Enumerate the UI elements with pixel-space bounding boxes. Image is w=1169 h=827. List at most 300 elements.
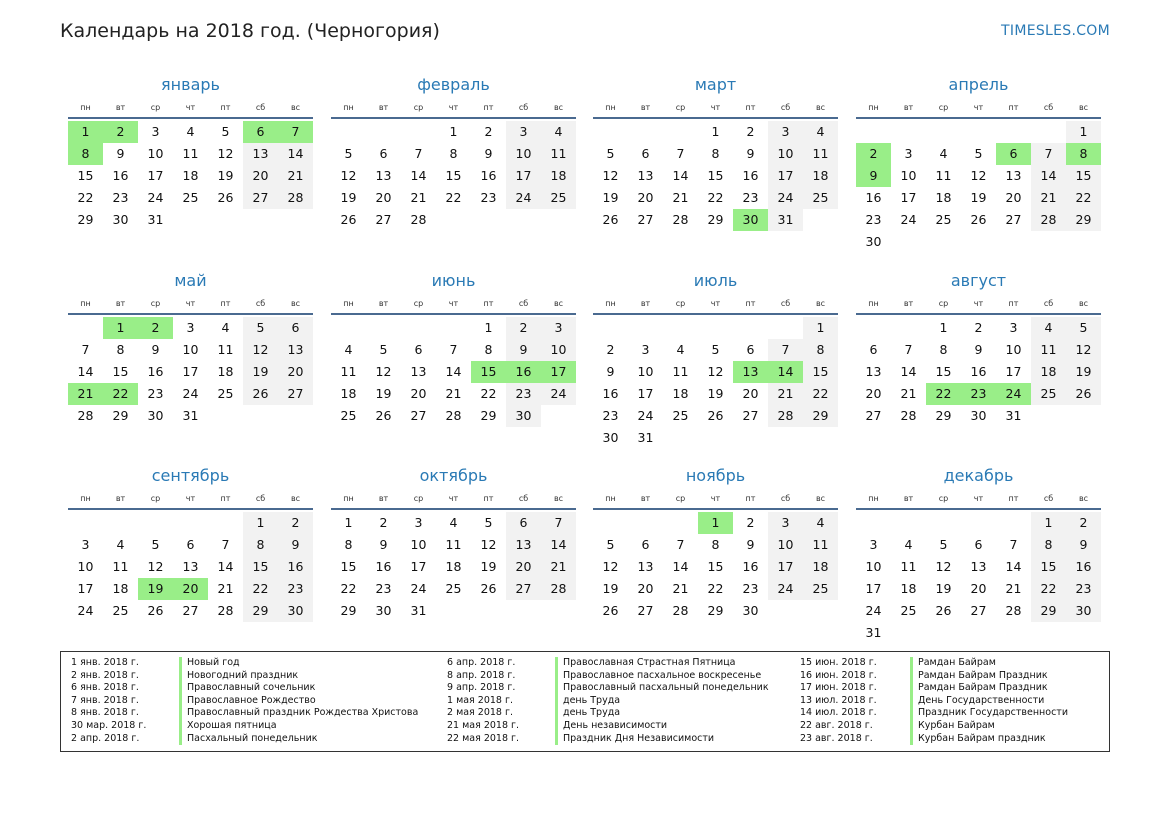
day-cell: 3 <box>506 121 541 143</box>
day-cell: 24 <box>768 578 803 600</box>
day-cell: 13 <box>410 364 427 379</box>
empty-cell <box>996 231 1031 253</box>
day-cell: 28 <box>278 187 313 209</box>
month-5 <box>68 269 313 427</box>
day-cell: 4 <box>676 342 685 357</box>
holiday-day-cell: 8 <box>68 143 103 165</box>
day-cell: 28 <box>77 408 94 423</box>
weekday-label: сб <box>1043 298 1054 308</box>
weekday-label: вс <box>815 102 826 112</box>
day-cell: 4 <box>221 320 230 335</box>
day-cell: 27 <box>410 408 427 423</box>
weekday-label: сб <box>255 493 266 503</box>
day-cell: 5 <box>151 537 160 552</box>
day-cell: 10 <box>147 146 164 161</box>
day-cell: 14 <box>445 364 462 379</box>
legend-holiday-name: Праздник Государственности <box>910 707 1068 720</box>
day-cell: 30 <box>375 603 392 618</box>
day-cell: 30 <box>970 408 987 423</box>
holiday-day-cell: 17 <box>541 361 576 383</box>
day-cell: 15 <box>935 364 952 379</box>
day-cell: 13 <box>182 559 199 574</box>
legend-holiday-name: день Труда <box>555 695 620 708</box>
weekday-label: вт <box>378 493 389 503</box>
week-row <box>593 578 838 600</box>
day-cell: 22 <box>340 581 357 596</box>
day-cell: 4 <box>116 537 125 552</box>
weekday-label: сб <box>255 298 266 308</box>
day-cell: 5 <box>939 537 948 552</box>
empty-cell <box>173 512 208 534</box>
day-cell: 9 <box>116 146 125 161</box>
week-row <box>331 121 576 143</box>
week-row <box>856 187 1101 209</box>
day-cell: 9 <box>151 342 160 357</box>
day-cell: 4 <box>939 146 948 161</box>
empty-cell <box>663 512 698 534</box>
holiday-day-cell: 2 <box>138 317 173 339</box>
day-cell: 5 <box>606 537 615 552</box>
day-cell: 17 <box>637 386 654 401</box>
weekday-label: вт <box>378 298 389 308</box>
day-cell: 16 <box>375 559 392 574</box>
week-row <box>856 600 1101 622</box>
day-cell: 11 <box>112 559 129 574</box>
day-cell: 19 <box>1066 361 1101 383</box>
legend-item <box>71 670 418 683</box>
day-cell: 5 <box>1066 317 1101 339</box>
day-cell: 16 <box>112 168 129 183</box>
day-cell: 22 <box>707 581 724 596</box>
day-cell: 24 <box>768 187 803 209</box>
day-cell: 12 <box>147 559 164 574</box>
day-cell: 26 <box>602 212 619 227</box>
week-row <box>856 361 1101 383</box>
day-cell: 16 <box>602 386 619 401</box>
day-cell: 3 <box>1009 320 1018 335</box>
day-cell: 30 <box>278 600 313 622</box>
weekday-label: вс <box>815 298 826 308</box>
legend-item <box>447 695 769 708</box>
day-cell: 26 <box>602 603 619 618</box>
week-row <box>593 383 838 405</box>
holiday-day-cell: 20 <box>173 578 208 600</box>
month-8 <box>856 269 1101 427</box>
month-12 <box>856 464 1101 644</box>
day-cell: 19 <box>375 386 392 401</box>
week-row <box>856 534 1101 556</box>
day-cell: 24 <box>865 603 882 618</box>
empty-cell <box>366 121 401 143</box>
weekday-label: сб <box>1043 102 1054 112</box>
month-name: май <box>174 271 207 290</box>
day-cell: 7 <box>81 342 90 357</box>
day-cell: 28 <box>768 405 803 427</box>
weekday-label: сб <box>518 102 529 112</box>
day-cell: 21 <box>900 386 917 401</box>
day-cell: 6 <box>641 146 650 161</box>
empty-cell <box>436 600 471 622</box>
day-cell: 9 <box>974 342 983 357</box>
holiday-day-cell: 2 <box>856 143 891 165</box>
day-cell: 13 <box>375 168 392 183</box>
day-cell: 27 <box>375 212 392 227</box>
legend-date: 16 июн. 2018 г. <box>800 669 877 681</box>
empty-cell <box>628 317 663 339</box>
day-cell: 30 <box>742 603 759 618</box>
week-row <box>331 600 576 622</box>
legend-holiday-name: Курбан Байрам праздник <box>910 733 1046 746</box>
empty-cell <box>996 622 1031 644</box>
empty-cell <box>68 512 103 534</box>
weekday-header <box>68 488 313 510</box>
day-cell: 26 <box>1066 383 1101 405</box>
holiday-day-cell: 1 <box>103 317 138 339</box>
week-row <box>331 361 576 383</box>
day-cell: 17 <box>768 165 803 187</box>
day-cell: 6 <box>869 342 878 357</box>
day-cell: 3 <box>414 515 423 530</box>
day-cell: 27 <box>742 408 759 423</box>
week-row <box>331 383 576 405</box>
day-cell: 28 <box>217 603 234 618</box>
weekday-label: пн <box>80 102 91 112</box>
day-cell: 10 <box>865 559 882 574</box>
day-cell: 30 <box>112 212 129 227</box>
day-cell: 10 <box>1005 342 1022 357</box>
weekday-label: пт <box>1008 102 1019 112</box>
weekday-label: пн <box>343 298 354 308</box>
day-cell: 13 <box>865 364 882 379</box>
day-cell: 2 <box>484 124 493 139</box>
day-cell: 23 <box>742 581 759 596</box>
month-name: апрель <box>948 75 1009 94</box>
day-cell: 12 <box>602 559 619 574</box>
day-cell: 11 <box>445 537 462 552</box>
holiday-day-cell: 9 <box>856 165 891 187</box>
day-cell: 25 <box>803 187 838 209</box>
day-cell: 21 <box>1031 187 1066 209</box>
legend-date: 17 июн. 2018 г. <box>800 682 877 694</box>
week-row <box>68 165 313 187</box>
day-cell: 21 <box>1005 581 1022 596</box>
day-cell: 9 <box>278 534 313 556</box>
empty-cell <box>891 121 926 143</box>
legend-item <box>800 733 1068 746</box>
day-cell: 12 <box>375 364 392 379</box>
weekday-label: ср <box>938 298 949 308</box>
day-cell: 18 <box>803 165 838 187</box>
weekday-label: вт <box>115 298 126 308</box>
day-cell: 26 <box>147 603 164 618</box>
day-cell: 25 <box>935 212 952 227</box>
legend-date: 1 янв. 2018 г. <box>71 657 139 668</box>
week-row <box>68 209 313 231</box>
day-cell: 8 <box>243 534 278 556</box>
weekday-label: пт <box>745 298 756 308</box>
day-cell: 20 <box>970 581 987 596</box>
legend-holiday-name: Православный сочельник <box>179 682 315 695</box>
day-cell: 31 <box>865 625 882 640</box>
weekday-label: вс <box>553 102 564 112</box>
legend-item <box>71 682 418 695</box>
day-cell: 24 <box>410 581 427 596</box>
empty-cell <box>593 512 628 534</box>
day-cell: 25 <box>445 581 462 596</box>
day-cell: 7 <box>768 339 803 361</box>
day-cell: 23 <box>1066 578 1101 600</box>
day-cell: 7 <box>1009 537 1018 552</box>
holiday-day-cell: 22 <box>926 383 961 405</box>
day-cell: 19 <box>243 361 278 383</box>
legend-holiday-name: Новогодний праздник <box>179 670 298 683</box>
day-cell: 22 <box>445 190 462 205</box>
weekday-label: чт <box>448 102 459 112</box>
empty-cell <box>856 317 891 339</box>
day-cell: 20 <box>637 190 654 205</box>
weekday-label: вт <box>903 493 914 503</box>
week-row <box>68 143 313 165</box>
day-cell: 24 <box>506 187 541 209</box>
empty-cell <box>366 317 401 339</box>
legend-item <box>71 695 418 708</box>
weekday-label: сб <box>780 493 791 503</box>
day-cell: 10 <box>768 534 803 556</box>
empty-cell <box>278 405 313 427</box>
weekday-label: пн <box>80 298 91 308</box>
day-cell: 24 <box>182 386 199 401</box>
day-cell: 19 <box>602 581 619 596</box>
week-row <box>68 578 313 600</box>
day-cell: 25 <box>182 190 199 205</box>
empty-cell <box>663 427 698 449</box>
legend-date: 30 мар. 2018 г. <box>71 719 147 731</box>
day-cell: 31 <box>768 209 803 231</box>
day-cell: 28 <box>1031 209 1066 231</box>
day-cell: 14 <box>278 143 313 165</box>
empty-cell <box>1031 622 1066 644</box>
day-cell: 28 <box>410 212 427 227</box>
day-cell: 28 <box>900 408 917 423</box>
legend-item <box>71 707 418 720</box>
week-row <box>593 187 838 209</box>
weekday-label: пт <box>745 493 756 503</box>
day-cell: 16 <box>865 190 882 205</box>
day-cell: 26 <box>243 383 278 405</box>
day-cell: 11 <box>803 143 838 165</box>
legend-item <box>71 720 418 733</box>
day-cell: 18 <box>1031 361 1066 383</box>
day-cell: 6 <box>414 342 423 357</box>
day-cell: 7 <box>904 342 913 357</box>
day-cell: 21 <box>672 190 689 205</box>
week-row <box>331 209 576 231</box>
day-cell: 7 <box>414 146 423 161</box>
week-row <box>68 383 313 405</box>
day-cell: 11 <box>672 364 689 379</box>
legend-column-1 <box>71 657 418 745</box>
weekday-label: ср <box>150 298 161 308</box>
week-row <box>593 600 838 622</box>
weekday-label: ср <box>413 493 424 503</box>
empty-cell <box>278 209 313 231</box>
day-cell: 6 <box>278 317 313 339</box>
empty-cell <box>506 209 541 231</box>
day-cell: 8 <box>449 146 458 161</box>
day-cell: 3 <box>541 317 576 339</box>
day-cell: 22 <box>1066 187 1101 209</box>
day-cell: 30 <box>506 405 541 427</box>
weekday-label: пн <box>868 493 879 503</box>
day-cell: 31 <box>410 603 427 618</box>
day-cell: 27 <box>865 408 882 423</box>
day-cell: 4 <box>803 512 838 534</box>
empty-cell <box>541 405 576 427</box>
empty-cell <box>593 121 628 143</box>
day-cell: 27 <box>506 578 541 600</box>
day-cell: 3 <box>869 537 878 552</box>
legend-date: 2 янв. 2018 г. <box>71 669 139 681</box>
day-cell: 15 <box>707 559 724 574</box>
legend-holiday-name: День Государственности <box>910 695 1044 708</box>
week-row <box>331 143 576 165</box>
empty-cell <box>436 317 471 339</box>
month-4 <box>856 73 1101 253</box>
day-cell: 8 <box>803 339 838 361</box>
week-row <box>68 556 313 578</box>
day-cell: 6 <box>186 537 195 552</box>
day-cell: 31 <box>182 408 199 423</box>
weekday-label: сб <box>780 102 791 112</box>
empty-cell <box>628 121 663 143</box>
day-cell: 15 <box>1066 165 1101 187</box>
day-cell: 14 <box>77 364 94 379</box>
day-cell: 31 <box>147 212 164 227</box>
day-cell: 7 <box>541 512 576 534</box>
day-cell: 1 <box>1031 512 1066 534</box>
day-cell: 3 <box>641 342 650 357</box>
day-cell: 18 <box>445 559 462 574</box>
day-cell: 5 <box>974 146 983 161</box>
day-cell: 15 <box>77 168 94 183</box>
week-row <box>593 209 838 231</box>
weekday-label: чт <box>448 298 459 308</box>
day-cell: 10 <box>506 143 541 165</box>
day-cell: 15 <box>445 168 462 183</box>
empty-cell <box>1031 121 1066 143</box>
weekday-label: пн <box>868 102 879 112</box>
weekday-label: сб <box>255 102 266 112</box>
legend-date: 21 мая 2018 г. <box>447 719 520 731</box>
week-row <box>331 165 576 187</box>
empty-cell <box>593 317 628 339</box>
empty-cell <box>331 317 366 339</box>
empty-cell <box>663 317 698 339</box>
weekday-label: чт <box>710 493 721 503</box>
day-cell: 30 <box>147 408 164 423</box>
empty-cell <box>208 209 243 231</box>
weekday-label: сб <box>518 298 529 308</box>
day-cell: 4 <box>541 121 576 143</box>
weekday-label: вс <box>815 493 826 503</box>
day-cell: 17 <box>865 581 882 596</box>
week-row <box>331 405 576 427</box>
day-cell: 1 <box>1066 121 1101 143</box>
day-cell: 18 <box>935 190 952 205</box>
weekday-label: вт <box>640 298 651 308</box>
legend-date: 22 мая 2018 г. <box>447 732 520 744</box>
empty-cell <box>541 600 576 622</box>
day-cell: 13 <box>1005 168 1022 183</box>
holiday-legend <box>60 651 1110 752</box>
week-row <box>331 578 576 600</box>
weekday-label: пн <box>605 102 616 112</box>
weekday-header <box>331 293 576 315</box>
day-cell: 24 <box>637 408 654 423</box>
day-cell: 4 <box>1031 317 1066 339</box>
day-cell: 5 <box>484 515 493 530</box>
day-cell: 18 <box>340 386 357 401</box>
legend-holiday-name: День независимости <box>555 720 667 733</box>
week-row <box>331 187 576 209</box>
weekday-label: ср <box>413 102 424 112</box>
day-cell: 3 <box>151 124 160 139</box>
day-cell: 25 <box>1031 383 1066 405</box>
week-row <box>593 361 838 383</box>
page-title: Календарь на 2018 год. (Черногория) <box>60 20 440 42</box>
day-cell: 19 <box>707 386 724 401</box>
site-logo[interactable]: TIMESLES.COM <box>1001 23 1110 39</box>
day-cell: 4 <box>803 121 838 143</box>
legend-column-3 <box>800 657 1068 745</box>
day-cell: 30 <box>602 430 619 445</box>
legend-holiday-name: Новый год <box>179 657 240 670</box>
day-cell: 13 <box>637 168 654 183</box>
day-cell: 20 <box>243 165 278 187</box>
legend-column-2 <box>447 657 769 745</box>
weekday-label: чт <box>185 493 196 503</box>
day-cell: 3 <box>768 121 803 143</box>
weekday-header <box>331 97 576 119</box>
week-row <box>68 534 313 556</box>
empty-cell <box>243 405 278 427</box>
day-cell: 20 <box>506 556 541 578</box>
empty-cell <box>926 121 961 143</box>
empty-cell <box>961 121 996 143</box>
weekday-label: чт <box>973 102 984 112</box>
day-cell: 3 <box>186 320 195 335</box>
month-7 <box>593 269 838 449</box>
weekday-label: ср <box>150 493 161 503</box>
day-cell: 5 <box>344 146 353 161</box>
month-name: март <box>694 75 737 94</box>
week-row <box>856 405 1101 427</box>
week-row <box>331 339 576 361</box>
empty-cell <box>803 427 838 449</box>
day-cell: 8 <box>711 537 720 552</box>
weekday-label: чт <box>185 102 196 112</box>
day-cell: 4 <box>904 537 913 552</box>
day-cell: 28 <box>445 408 462 423</box>
day-cell: 21 <box>217 581 234 596</box>
day-cell: 10 <box>637 364 654 379</box>
weekday-header <box>68 97 313 119</box>
legend-date: 8 янв. 2018 г. <box>71 707 139 719</box>
day-cell: 7 <box>676 537 685 552</box>
day-cell: 20 <box>278 361 313 383</box>
weekday-label: пт <box>483 493 494 503</box>
legend-holiday-name: день Труда <box>555 707 620 720</box>
